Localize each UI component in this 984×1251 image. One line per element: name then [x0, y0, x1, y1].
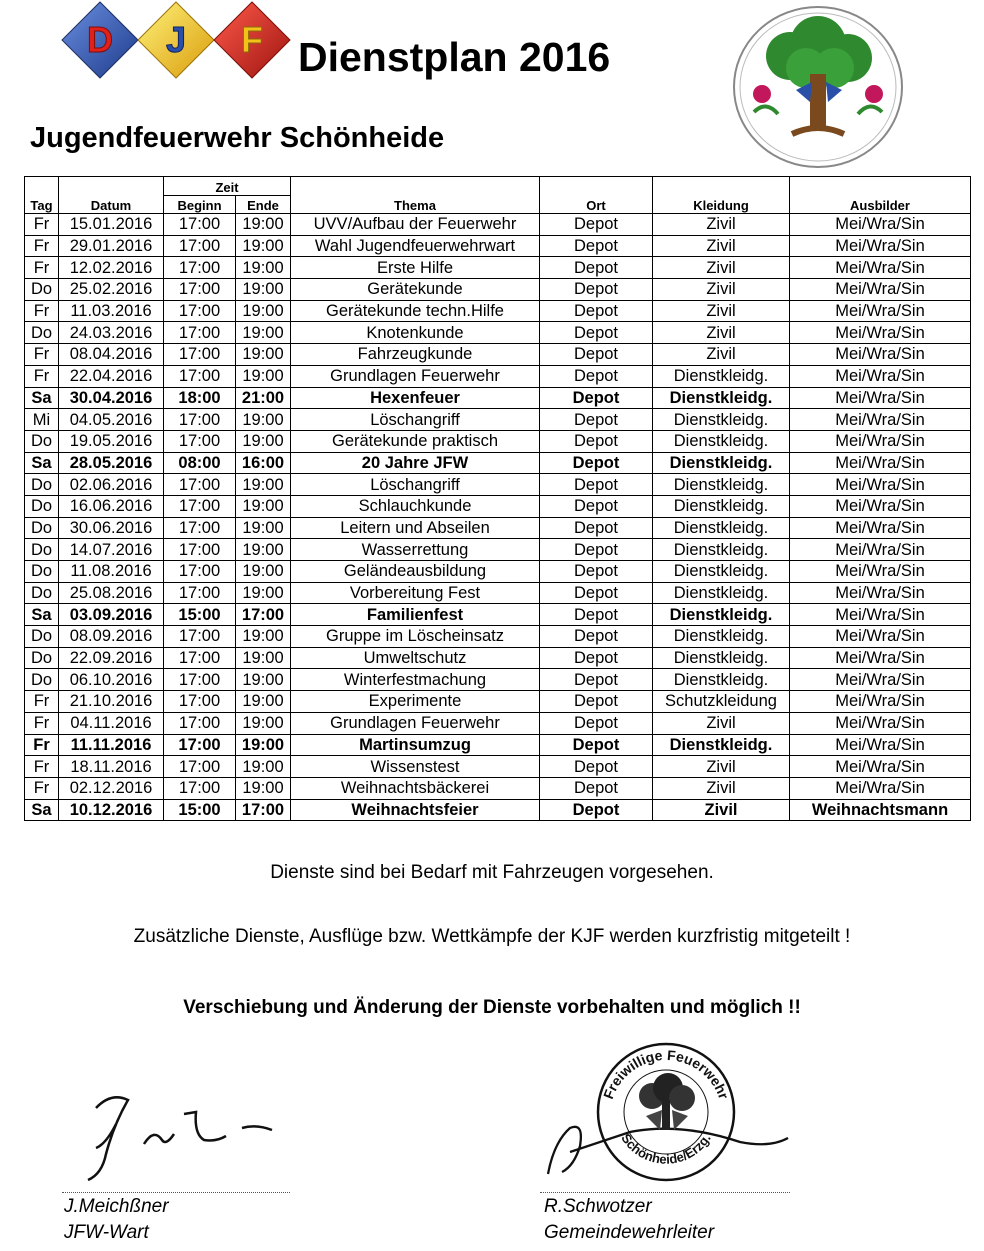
cell-datum: 11.08.2016 [59, 561, 164, 583]
cell-beginn: 17:00 [164, 517, 236, 539]
cell-ende: 19:00 [236, 734, 291, 756]
signature-meichssner [66, 1084, 286, 1190]
table-row [25, 365, 971, 387]
cell-beginn: 17:00 [164, 344, 236, 366]
cell-ausbilder: Mei/Wra/Sin [790, 344, 971, 366]
cell-ende: 16:00 [236, 452, 291, 474]
table-row [25, 517, 971, 539]
cell-beginn: 17:00 [164, 669, 236, 691]
logo-letter-d: D [87, 19, 113, 60]
cell-thema: Grundlagen Feuerwehr [291, 365, 540, 387]
cell-ende: 17:00 [236, 799, 291, 821]
header-datum-top [59, 177, 164, 196]
cell-ausbilder: Weihnachtsmann [790, 799, 971, 821]
cell-ausbilder: Mei/Wra/Sin [790, 279, 971, 301]
cell-kleidung: Dienstkleidg. [653, 409, 790, 431]
cell-ort: Depot [540, 561, 653, 583]
cell-thema: Gruppe im Löscheinsatz [291, 626, 540, 648]
cell-ort: Depot [540, 365, 653, 387]
header-kleidung-top [653, 177, 790, 196]
header-beginn: Beginn [164, 196, 236, 214]
cell-kleidung: Dienstkleidg. [653, 365, 790, 387]
table-row [25, 777, 971, 799]
cell-tag: Sa [25, 604, 59, 626]
cell-kleidung: Dienstkleidg. [653, 387, 790, 409]
stamp-bottom-text: Schönheide/Erzg. [618, 1130, 714, 1167]
cell-datum: 28.05.2016 [59, 452, 164, 474]
cell-ausbilder: Mei/Wra/Sin [790, 539, 971, 561]
cell-ende: 19:00 [236, 409, 291, 431]
cell-tag: Fr [25, 300, 59, 322]
signer-right-role: Gemeindewehrleiter [544, 1222, 715, 1243]
cell-kleidung: Zivil [653, 214, 790, 236]
cell-beginn: 17:00 [164, 279, 236, 301]
cell-kleidung: Dienstkleidg. [653, 539, 790, 561]
cell-ausbilder: Mei/Wra/Sin [790, 235, 971, 257]
cell-kleidung: Zivil [653, 777, 790, 799]
cell-beginn: 17:00 [164, 409, 236, 431]
header-tag-top [25, 177, 59, 196]
cell-kleidung: Zivil [653, 279, 790, 301]
cell-kleidung: Schutzkleidung [653, 691, 790, 713]
cell-thema: Wasserrettung [291, 539, 540, 561]
table-row [25, 539, 971, 561]
cell-beginn: 17:00 [164, 257, 236, 279]
cell-tag: Do [25, 517, 59, 539]
cell-tag: Fr [25, 777, 59, 799]
cell-thema: Knotenkunde [291, 322, 540, 344]
cell-kleidung: Dienstkleidg. [653, 582, 790, 604]
table-row [25, 474, 971, 496]
cell-ende: 19:00 [236, 669, 291, 691]
cell-beginn: 17:00 [164, 474, 236, 496]
logo-letter-j: J [165, 19, 187, 60]
cell-ende: 19:00 [236, 561, 291, 583]
cell-kleidung: Dienstkleidg. [653, 604, 790, 626]
cell-beginn: 17:00 [164, 300, 236, 322]
cell-ende: 19:00 [236, 756, 291, 778]
header-ausbilder: Ausbilder [790, 196, 971, 214]
cell-ausbilder: Mei/Wra/Sin [790, 495, 971, 517]
cell-ende: 19:00 [236, 322, 291, 344]
page-title: Dienstplan 2016 [298, 34, 611, 80]
signature-line-left [62, 1192, 290, 1193]
signature-line-right [540, 1192, 790, 1193]
table-row [25, 300, 971, 322]
cell-ende: 19:00 [236, 300, 291, 322]
signer-right-name: R.Schwotzer [544, 1196, 652, 1217]
cell-beginn: 18:00 [164, 387, 236, 409]
cell-beginn: 17:00 [164, 495, 236, 517]
cell-beginn: 17:00 [164, 626, 236, 648]
cell-datum: 24.03.2016 [59, 322, 164, 344]
cell-tag: Do [25, 561, 59, 583]
cell-ort: Depot [540, 279, 653, 301]
cell-thema: Wahl Jugendfeuerwehrwart [291, 235, 540, 257]
cell-thema: Winterfestmachung [291, 669, 540, 691]
cell-ort: Depot [540, 756, 653, 778]
cell-thema: Experimente [291, 691, 540, 713]
cell-tag: Do [25, 430, 59, 452]
cell-tag: Do [25, 539, 59, 561]
cell-beginn: 08:00 [164, 452, 236, 474]
cell-ausbilder: Mei/Wra/Sin [790, 322, 971, 344]
cell-tag: Fr [25, 235, 59, 257]
cell-ort: Depot [540, 214, 653, 236]
cell-ausbilder: Mei/Wra/Sin [790, 257, 971, 279]
cell-ende: 17:00 [236, 604, 291, 626]
cell-datum: 04.05.2016 [59, 409, 164, 431]
cell-tag: Fr [25, 344, 59, 366]
cell-beginn: 17:00 [164, 756, 236, 778]
cell-kleidung: Zivil [653, 799, 790, 821]
cell-datum: 22.04.2016 [59, 365, 164, 387]
cell-thema: Grundlagen Feuerwehr [291, 712, 540, 734]
cell-kleidung: Dienstkleidg. [653, 626, 790, 648]
table-row [25, 582, 971, 604]
cell-datum: 12.02.2016 [59, 257, 164, 279]
table-row [25, 322, 971, 344]
header-datum: Datum [59, 196, 164, 214]
cell-tag: Fr [25, 756, 59, 778]
cell-ort: Depot [540, 777, 653, 799]
cell-ausbilder: Mei/Wra/Sin [790, 409, 971, 431]
cell-thema: Schlauchkunde [291, 495, 540, 517]
stamp-top-text: Freiwillige Feuerwehr [600, 1046, 733, 1102]
cell-ort: Depot [540, 669, 653, 691]
table-row [25, 691, 971, 713]
header-thema-top [291, 177, 540, 196]
cell-datum: 08.04.2016 [59, 344, 164, 366]
cell-ausbilder: Mei/Wra/Sin [790, 777, 971, 799]
cell-kleidung: Dienstkleidg. [653, 474, 790, 496]
cell-ort: Depot [540, 452, 653, 474]
table-row [25, 279, 971, 301]
cell-ausbilder: Mei/Wra/Sin [790, 452, 971, 474]
cell-datum: 30.06.2016 [59, 517, 164, 539]
cell-datum: 18.11.2016 [59, 756, 164, 778]
fire-department-stamp-icon [588, 1034, 744, 1184]
cell-ausbilder: Mei/Wra/Sin [790, 756, 971, 778]
organization-title: Jugendfeuerwehr Schönheide [30, 122, 445, 154]
cell-beginn: 17:00 [164, 365, 236, 387]
cell-beginn: 17:00 [164, 734, 236, 756]
cell-ort: Depot [540, 474, 653, 496]
cell-ort: Depot [540, 322, 653, 344]
cell-beginn: 17:00 [164, 235, 236, 257]
table-row [25, 452, 971, 474]
cell-datum: 19.05.2016 [59, 430, 164, 452]
cell-ort: Depot [540, 409, 653, 431]
cell-kleidung: Dienstkleidg. [653, 452, 790, 474]
table-row [25, 344, 971, 366]
cell-datum: 14.07.2016 [59, 539, 164, 561]
cell-ort: Depot [540, 691, 653, 713]
cell-datum: 02.06.2016 [59, 474, 164, 496]
cell-ausbilder: Mei/Wra/Sin [790, 604, 971, 626]
cell-ende: 19:00 [236, 279, 291, 301]
cell-datum: 11.03.2016 [59, 300, 164, 322]
cell-ort: Depot [540, 539, 653, 561]
cell-ende: 19:00 [236, 474, 291, 496]
cell-ort: Depot [540, 430, 653, 452]
table-row [25, 756, 971, 778]
cell-beginn: 17:00 [164, 582, 236, 604]
cell-ausbilder: Mei/Wra/Sin [790, 387, 971, 409]
header-tag: Tag [25, 196, 59, 214]
cell-kleidung: Zivil [653, 257, 790, 279]
cell-ort: Depot [540, 647, 653, 669]
cell-ende: 19:00 [236, 235, 291, 257]
cell-ausbilder: Mei/Wra/Sin [790, 214, 971, 236]
header-ende: Ende [236, 196, 291, 214]
logo-letter-f: F [241, 19, 263, 60]
cell-ende: 19:00 [236, 626, 291, 648]
cell-ausbilder: Mei/Wra/Sin [790, 365, 971, 387]
header-zeit: Zeit [164, 177, 291, 196]
header-kleidung: Kleidung [653, 196, 790, 214]
cell-ausbilder: Mei/Wra/Sin [790, 691, 971, 713]
table-row [25, 604, 971, 626]
note-reservation: Verschiebung und Änderung der Dienste vorbehalten und möglich !! [183, 997, 801, 1018]
cell-datum: 22.09.2016 [59, 647, 164, 669]
cell-ende: 19:00 [236, 777, 291, 799]
cell-datum: 11.11.2016 [59, 734, 164, 756]
cell-datum: 16.06.2016 [59, 495, 164, 517]
cell-thema: Hexenfeuer [291, 387, 540, 409]
table-row [25, 257, 971, 279]
cell-beginn: 17:00 [164, 214, 236, 236]
header-thema: Thema [291, 196, 540, 214]
cell-ausbilder: Mei/Wra/Sin [790, 474, 971, 496]
header-ort: Ort [540, 196, 653, 214]
cell-thema: Geländeausbildung [291, 561, 540, 583]
cell-kleidung: Dienstkleidg. [653, 669, 790, 691]
cell-datum: 03.09.2016 [59, 604, 164, 626]
cell-tag: Fr [25, 365, 59, 387]
cell-ort: Depot [540, 799, 653, 821]
cell-thema: Löschangriff [291, 409, 540, 431]
schedule-table [24, 176, 971, 821]
cell-ende: 19:00 [236, 214, 291, 236]
cell-beginn: 17:00 [164, 539, 236, 561]
table-row [25, 387, 971, 409]
cell-ort: Depot [540, 344, 653, 366]
cell-ende: 19:00 [236, 517, 291, 539]
cell-ausbilder: Mei/Wra/Sin [790, 561, 971, 583]
table-row [25, 430, 971, 452]
cell-ort: Depot [540, 734, 653, 756]
table-row [25, 561, 971, 583]
cell-kleidung: Dienstkleidg. [653, 517, 790, 539]
cell-kleidung: Zivil [653, 756, 790, 778]
cell-ende: 19:00 [236, 712, 291, 734]
table-row [25, 626, 971, 648]
cell-ort: Depot [540, 604, 653, 626]
cell-tag: Do [25, 322, 59, 344]
cell-ende: 19:00 [236, 691, 291, 713]
cell-beginn: 17:00 [164, 712, 236, 734]
cell-thema: Vorbereitung Fest [291, 582, 540, 604]
cell-ausbilder: Mei/Wra/Sin [790, 626, 971, 648]
cell-ort: Depot [540, 495, 653, 517]
cell-beginn: 17:00 [164, 322, 236, 344]
cell-beginn: 17:00 [164, 430, 236, 452]
cell-kleidung: Dienstkleidg. [653, 734, 790, 756]
cell-thema: Familienfest [291, 604, 540, 626]
cell-datum: 08.09.2016 [59, 626, 164, 648]
note-additional: Zusätzliche Dienste, Ausflüge bzw. Wettkämpfe der KJF werden kurzfristig mitgeteilt ! [133, 926, 851, 947]
cell-beginn: 15:00 [164, 604, 236, 626]
table-row [25, 799, 971, 821]
cell-ausbilder: Mei/Wra/Sin [790, 712, 971, 734]
cell-ausbilder: Mei/Wra/Sin [790, 647, 971, 669]
cell-thema: Gerätekunde [291, 279, 540, 301]
table-row [25, 734, 971, 756]
cell-thema: UVV/Aufbau der Feuerwehr [291, 214, 540, 236]
cell-ausbilder: Mei/Wra/Sin [790, 430, 971, 452]
cell-thema: Erste Hilfe [291, 257, 540, 279]
table-row [25, 409, 971, 431]
table-row [25, 647, 971, 669]
cell-datum: 25.08.2016 [59, 582, 164, 604]
table-row [25, 495, 971, 517]
cell-ort: Depot [540, 387, 653, 409]
cell-thema: Martinsumzug [291, 734, 540, 756]
cell-ausbilder: Mei/Wra/Sin [790, 734, 971, 756]
table-row [25, 669, 971, 691]
cell-thema: Weihnachtsbäckerei [291, 777, 540, 799]
cell-kleidung: Dienstkleidg. [653, 495, 790, 517]
cell-ort: Depot [540, 235, 653, 257]
cell-ausbilder: Mei/Wra/Sin [790, 517, 971, 539]
djf-logo [58, 0, 294, 82]
cell-ende: 19:00 [236, 344, 291, 366]
cell-tag: Do [25, 626, 59, 648]
cell-thema: Weihnachtsfeier [291, 799, 540, 821]
cell-kleidung: Zivil [653, 322, 790, 344]
cell-thema: Gerätekunde praktisch [291, 430, 540, 452]
signer-left-role: JFW-Wart [64, 1222, 149, 1243]
cell-tag: Do [25, 647, 59, 669]
cell-ort: Depot [540, 712, 653, 734]
table-row [25, 235, 971, 257]
cell-tag: Fr [25, 214, 59, 236]
signer-left-name: J.Meichßner [64, 1196, 169, 1217]
cell-tag: Do [25, 474, 59, 496]
cell-thema: Umweltschutz [291, 647, 540, 669]
cell-tag: Sa [25, 387, 59, 409]
cell-ende: 19:00 [236, 365, 291, 387]
cell-datum: 29.01.2016 [59, 235, 164, 257]
cell-datum: 02.12.2016 [59, 777, 164, 799]
cell-tag: Sa [25, 799, 59, 821]
cell-tag: Do [25, 495, 59, 517]
cell-tag: Do [25, 669, 59, 691]
cell-ort: Depot [540, 300, 653, 322]
cell-ende: 19:00 [236, 495, 291, 517]
table-row [25, 712, 971, 734]
cell-kleidung: Zivil [653, 344, 790, 366]
cell-ort: Depot [540, 582, 653, 604]
table-row [25, 214, 971, 236]
note-vehicles: Dienste sind bei Bedarf mit Fahrzeugen vorgesehen. [270, 862, 714, 883]
cell-datum: 15.01.2016 [59, 214, 164, 236]
cell-tag: Do [25, 582, 59, 604]
cell-kleidung: Zivil [653, 300, 790, 322]
header-ort-top [540, 177, 653, 196]
cell-datum: 30.04.2016 [59, 387, 164, 409]
cell-thema: 20 Jahre JFW [291, 452, 540, 474]
cell-ende: 19:00 [236, 582, 291, 604]
cell-thema: Fahrzeugkunde [291, 344, 540, 366]
cell-thema: Löschangriff [291, 474, 540, 496]
schedule-body [25, 214, 971, 821]
cell-ort: Depot [540, 257, 653, 279]
cell-beginn: 17:00 [164, 691, 236, 713]
cell-kleidung: Dienstkleidg. [653, 430, 790, 452]
cell-ausbilder: Mei/Wra/Sin [790, 669, 971, 691]
cell-tag: Fr [25, 691, 59, 713]
cell-kleidung: Dienstkleidg. [653, 561, 790, 583]
cell-tag: Fr [25, 712, 59, 734]
cell-thema: Wissenstest [291, 756, 540, 778]
cell-beginn: 15:00 [164, 799, 236, 821]
cell-kleidung: Dienstkleidg. [653, 647, 790, 669]
cell-tag: Sa [25, 452, 59, 474]
cell-tag: Mi [25, 409, 59, 431]
cell-ausbilder: Mei/Wra/Sin [790, 300, 971, 322]
cell-datum: 06.10.2016 [59, 669, 164, 691]
cell-tag: Fr [25, 257, 59, 279]
cell-kleidung: Zivil [653, 712, 790, 734]
cell-beginn: 17:00 [164, 561, 236, 583]
cell-ende: 19:00 [236, 647, 291, 669]
cell-beginn: 17:00 [164, 647, 236, 669]
cell-thema: Leitern und Abseilen [291, 517, 540, 539]
cell-tag: Do [25, 279, 59, 301]
cell-ende: 19:00 [236, 257, 291, 279]
cell-ende: 19:00 [236, 430, 291, 452]
cell-kleidung: Zivil [653, 235, 790, 257]
cell-thema: Gerätekunde techn.Hilfe [291, 300, 540, 322]
cell-ende: 21:00 [236, 387, 291, 409]
cell-datum: 04.11.2016 [59, 712, 164, 734]
cell-ausbilder: Mei/Wra/Sin [790, 582, 971, 604]
cell-ort: Depot [540, 517, 653, 539]
schoenheide-crest-icon [730, 4, 906, 170]
cell-beginn: 17:00 [164, 777, 236, 799]
cell-ort: Depot [540, 626, 653, 648]
cell-tag: Fr [25, 734, 59, 756]
header-ausbilder-top [790, 177, 971, 196]
cell-datum: 25.02.2016 [59, 279, 164, 301]
cell-datum: 10.12.2016 [59, 799, 164, 821]
cell-datum: 21.10.2016 [59, 691, 164, 713]
cell-ende: 19:00 [236, 539, 291, 561]
